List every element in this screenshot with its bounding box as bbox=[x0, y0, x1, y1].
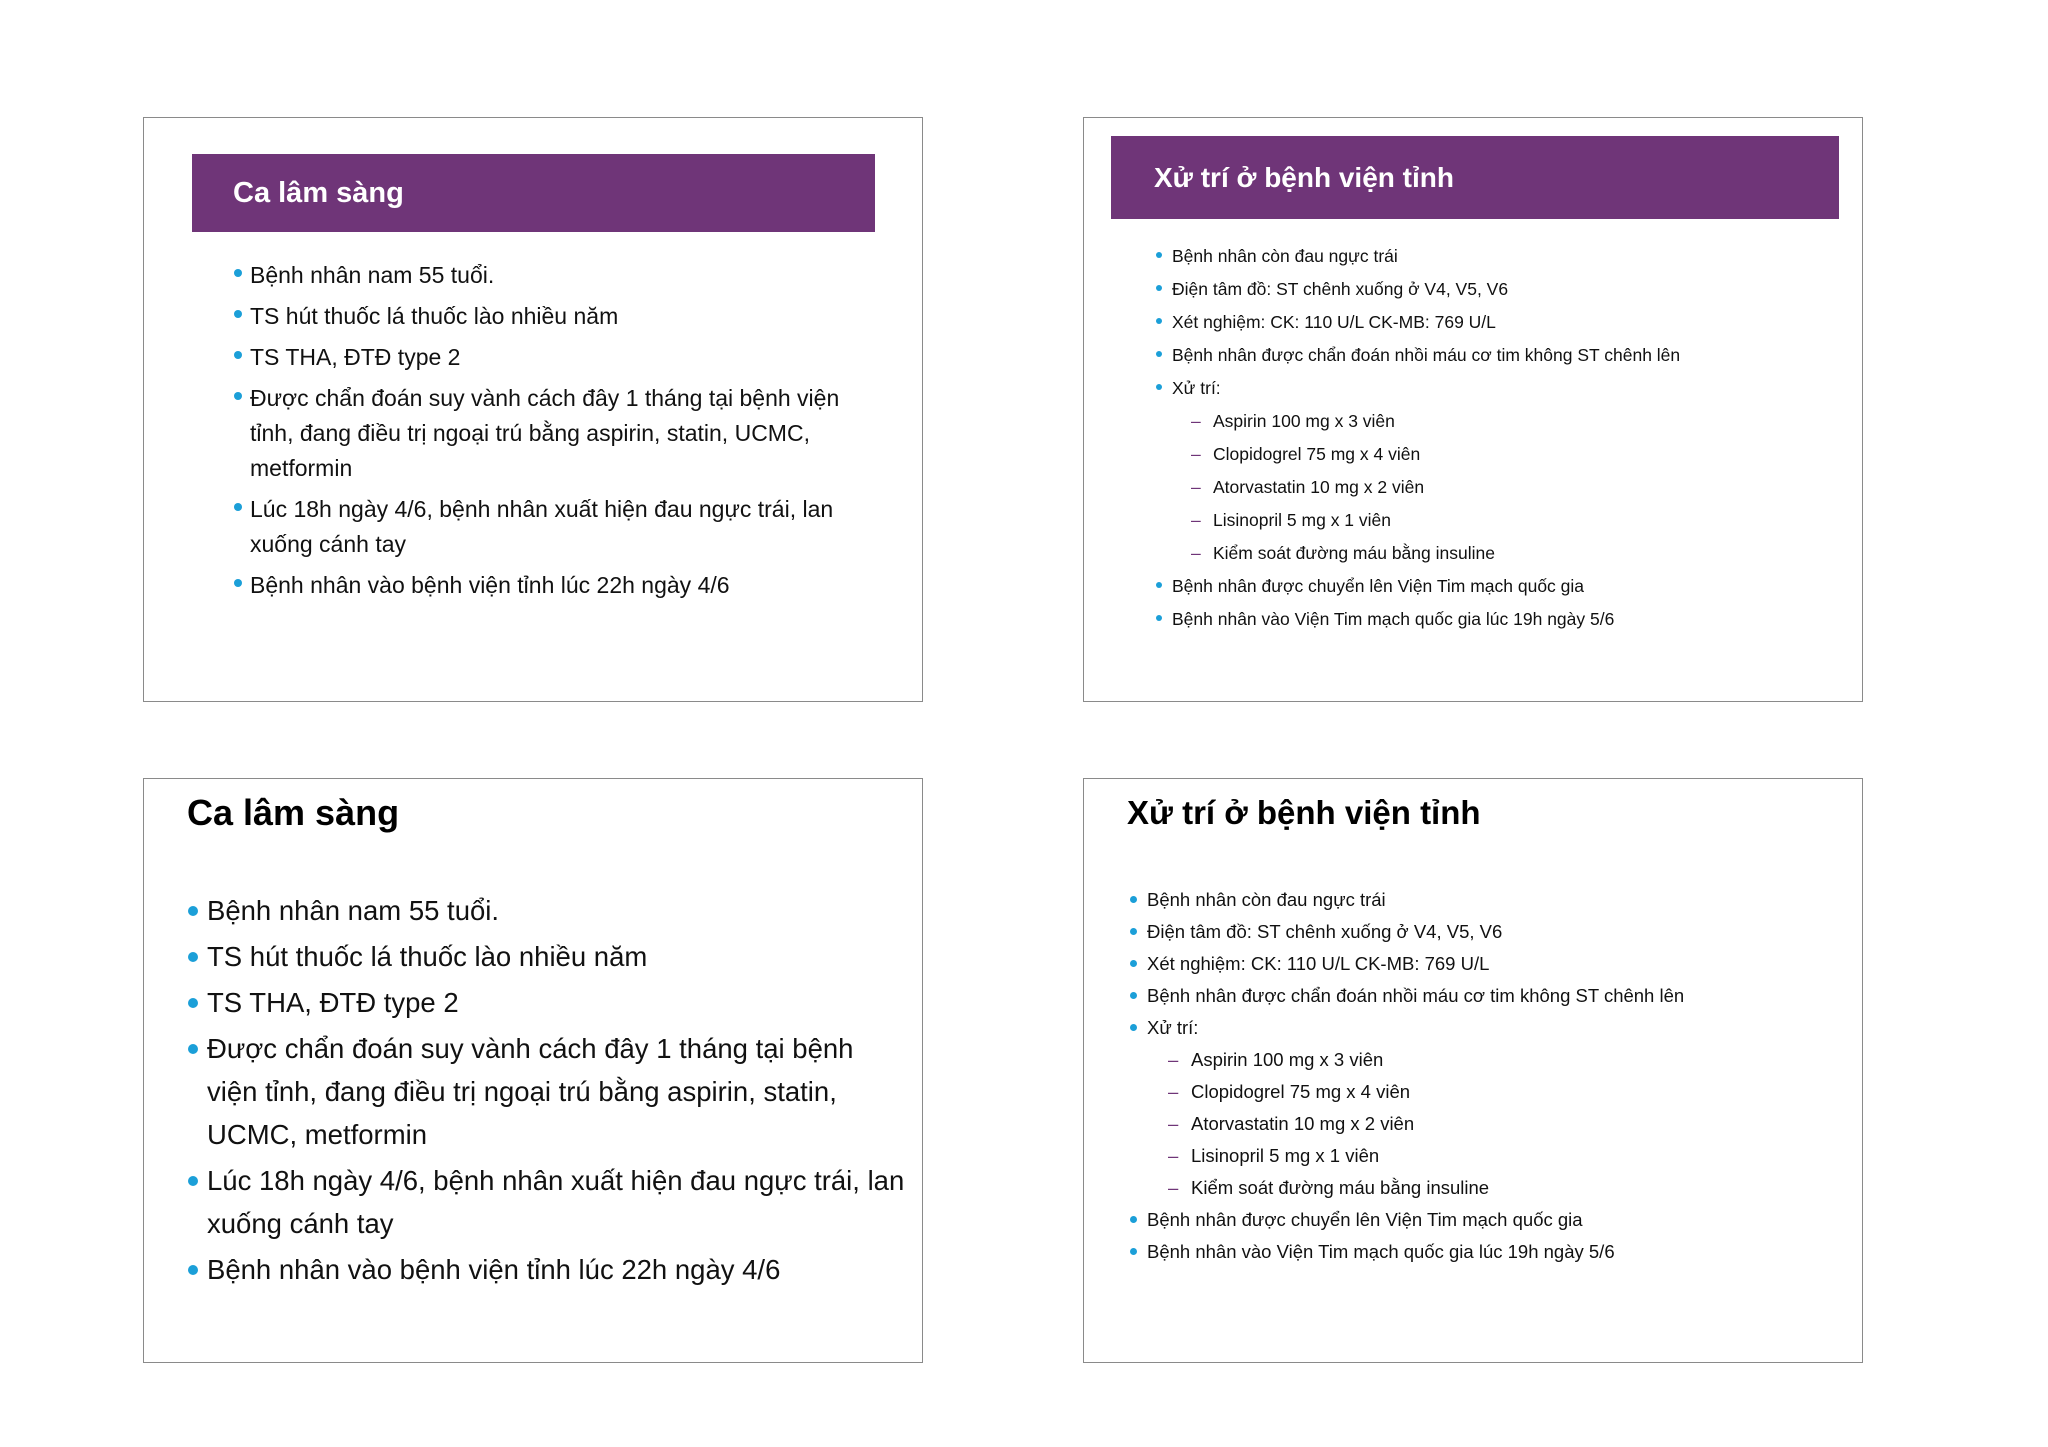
bullet-item: Xử trí: bbox=[1172, 376, 1832, 400]
bullet-item: Bệnh nhân được chuyển lên Viện Tim mạch quốc gia bbox=[1172, 574, 1832, 598]
sub-bullet-item: – Clopidogrel 75 mg x 4 viên bbox=[1191, 1080, 1847, 1104]
slide-1 bbox=[143, 117, 923, 702]
bullet-item: TS THA, ĐTĐ type 2 bbox=[250, 340, 870, 375]
bullet-item: Bệnh nhân nam 55 tuổi. bbox=[207, 889, 907, 932]
bullet-item: Bệnh nhân vào bệnh viện tỉnh lúc 22h ngày 4/6 bbox=[250, 568, 870, 603]
bullet-item: Bệnh nhân nam 55 tuổi. bbox=[250, 258, 870, 293]
sub-bullet-item: – Lisinopril 5 mg x 1 viên bbox=[1191, 1144, 1847, 1168]
sub-bullet-item: – Clopidogrel 75 mg x 4 viên bbox=[1213, 442, 1832, 466]
bullet-item: TS THA, ĐTĐ type 2 bbox=[207, 981, 907, 1024]
bullet-list bbox=[250, 258, 870, 609]
slide-2 bbox=[1083, 117, 1863, 702]
bullet-list bbox=[1147, 888, 1847, 1272]
bullet-item: Xử trí: bbox=[1147, 1016, 1847, 1040]
sub-bullet-item: – Aspirin 100 mg x 3 viên bbox=[1213, 409, 1832, 433]
slide-4 bbox=[1083, 778, 1863, 1363]
slide-3 bbox=[143, 778, 923, 1363]
bullet-item: Bệnh nhân vào bệnh viện tỉnh lúc 22h ngày 4/6 bbox=[207, 1248, 907, 1291]
sub-bullet-item: – Aspirin 100 mg x 3 viên bbox=[1191, 1048, 1847, 1072]
sub-bullet-item: – Kiểm soát đường máu bằng insuline bbox=[1213, 541, 1832, 565]
bullet-item: TS hút thuốc lá thuốc lào nhiều năm bbox=[207, 935, 907, 978]
bullet-item: Bệnh nhân được chuyển lên Viện Tim mạch quốc gia bbox=[1147, 1208, 1847, 1232]
bullet-list bbox=[1172, 244, 1832, 640]
sub-bullet-item: – Atorvastatin 10 mg x 2 viên bbox=[1213, 475, 1832, 499]
bullet-item: Điện tâm đồ: ST chênh xuống ở V4, V5, V6 bbox=[1147, 920, 1847, 944]
slide-title: Xử trí ở bệnh viện tỉnh bbox=[1127, 794, 1481, 831]
slide-title-bar bbox=[192, 154, 875, 232]
slide-title-bar bbox=[1111, 136, 1839, 219]
slide-title: Ca lâm sàng bbox=[233, 176, 404, 209]
bullet-item: Bệnh nhân vào Viện Tim mạch quốc gia lúc 19h ngày 5/6 bbox=[1172, 607, 1832, 631]
bullet-item: Xét nghiệm: CK: 110 U/L CK-MB: 769 U/L bbox=[1172, 310, 1832, 334]
bullet-item: Bệnh nhân được chẩn đoán nhồi máu cơ tim không ST chênh lên bbox=[1172, 343, 1832, 367]
bullet-item: Lúc 18h ngày 4/6, bệnh nhân xuất hiện đau ngực trái, lan xuống cánh tay bbox=[207, 1159, 907, 1245]
bullet-item: Được chẩn đoán suy vành cách đây 1 tháng tại bệnh viện tỉnh, đang điều trị ngoại trú bằng aspirin, statin, UCMC, metformin bbox=[207, 1027, 907, 1156]
bullet-list bbox=[207, 889, 907, 1294]
bullet-item: Xét nghiệm: CK: 110 U/L CK-MB: 769 U/L bbox=[1147, 952, 1847, 976]
bullet-item: Bệnh nhân được chẩn đoán nhồi máu cơ tim không ST chênh lên bbox=[1147, 984, 1847, 1008]
bullet-item: Bệnh nhân còn đau ngực trái bbox=[1147, 888, 1847, 912]
bullet-item: TS hút thuốc lá thuốc lào nhiều năm bbox=[250, 299, 870, 334]
bullet-item: Lúc 18h ngày 4/6, bệnh nhân xuất hiện đau ngực trái, lan xuống cánh tay bbox=[250, 492, 870, 562]
sub-bullet-item: – Atorvastatin 10 mg x 2 viên bbox=[1191, 1112, 1847, 1136]
bullet-item: Bệnh nhân vào Viện Tim mạch quốc gia lúc 19h ngày 5/6 bbox=[1147, 1240, 1847, 1264]
bullet-item: Điện tâm đồ: ST chênh xuống ở V4, V5, V6 bbox=[1172, 277, 1832, 301]
bullet-item: Được chẩn đoán suy vành cách đây 1 tháng tại bệnh viện tỉnh, đang điều trị ngoại trú bằng aspirin, statin, UCMC, metformin bbox=[250, 381, 870, 486]
sub-bullet-item: – Lisinopril 5 mg x 1 viên bbox=[1213, 508, 1832, 532]
slide-title: Xử trí ở bệnh viện tỉnh bbox=[1154, 161, 1454, 193]
sub-bullet-item: – Kiểm soát đường máu bằng insuline bbox=[1191, 1176, 1847, 1200]
slide-title: Ca lâm sàng bbox=[187, 792, 400, 833]
bullet-item: Bệnh nhân còn đau ngực trái bbox=[1172, 244, 1832, 268]
